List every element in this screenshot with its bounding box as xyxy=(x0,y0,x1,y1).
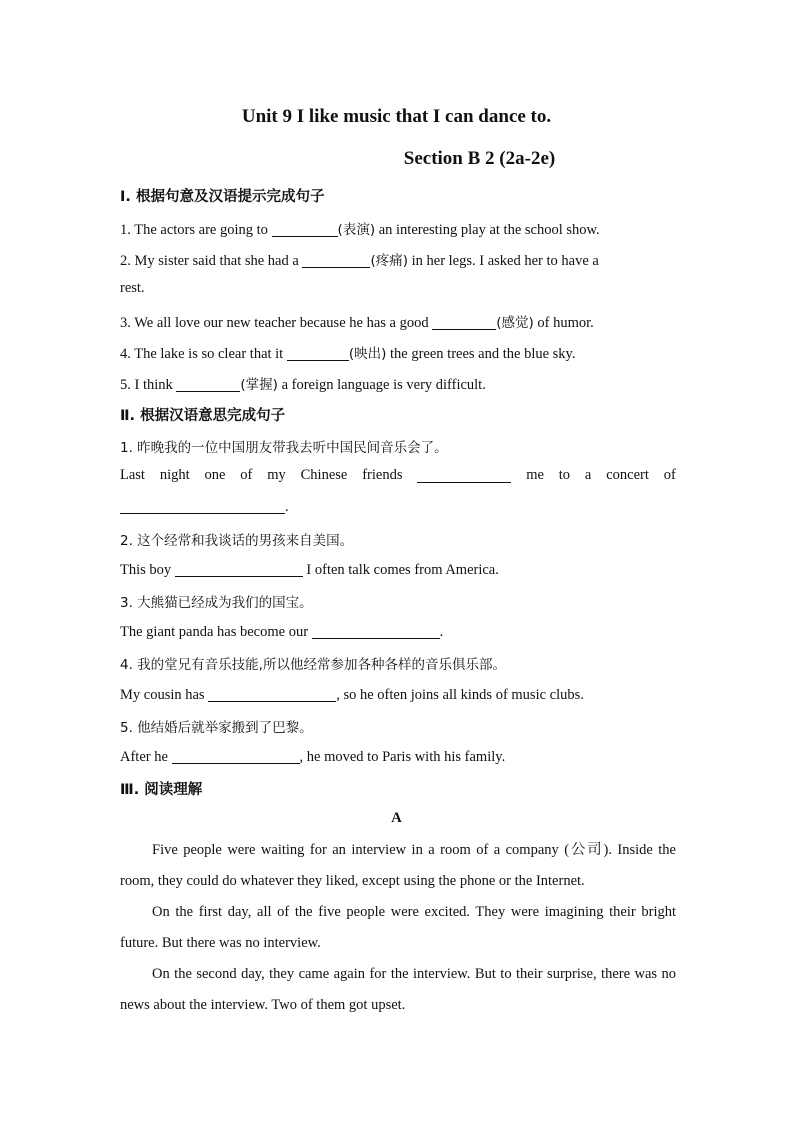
answer-blank[interactable] xyxy=(272,221,338,237)
s1-item-2-cont: rest. xyxy=(120,280,145,296)
s2-item-2-chinese: 2. 这个经常和我谈话的男孩来自美国。 xyxy=(120,533,354,549)
s1-item-1: 1. The actors are going to (表演) an interesting play at the school show. xyxy=(120,222,600,238)
page-title: Unit 9 I like music that I can dance to. xyxy=(241,106,552,127)
section-3-heading: Ⅲ. 阅读理解 xyxy=(120,782,203,798)
s2-item-5: After he , he moved to Paris with his family. xyxy=(120,749,506,765)
s2-item-1-cont: . xyxy=(120,498,289,516)
answer-blank[interactable] xyxy=(175,561,303,577)
s2-item-4-chinese: 4. 我的堂兄有音乐技能,所以他经常参加各种各样的音乐俱乐部。 xyxy=(120,657,506,673)
s2-item-3: The giant panda has become our . xyxy=(120,624,444,640)
s2-item-1-chinese: 1. 昨晚我的一位中国朋友带我去听中国民间音乐会了。 xyxy=(120,440,448,456)
answer-blank[interactable] xyxy=(312,623,440,639)
answer-blank[interactable] xyxy=(176,376,240,392)
answer-blank[interactable] xyxy=(432,314,496,330)
reading-passage xyxy=(120,835,676,1021)
s2-item-5-chinese: 5. 他结婚后就举家搬到了巴黎。 xyxy=(120,720,313,736)
s2-item-4: My cousin has , so he often joins all kinds of music clubs. xyxy=(120,687,584,703)
answer-blank[interactable] xyxy=(172,748,300,764)
passage-paragraph: Five people were waiting for an interview in a room of a company (公司). Inside the room, they could do whatever they liked, except using the phone or the Internet. xyxy=(120,842,676,889)
passage-label: A xyxy=(391,810,402,826)
answer-blank[interactable] xyxy=(287,345,349,361)
s1-item-4: 4. The lake is so clear that it (映出) the green trees and the blue sky. xyxy=(120,346,576,362)
passage-paragraph: On the first day, all of the five people were excited. They were imagining their bright future. But there was no interview. xyxy=(120,904,676,951)
page-subtitle: Section B 2 (2a-2e) xyxy=(403,148,556,169)
s2-item-2: This boy I often talk comes from America. xyxy=(120,562,499,578)
s1-item-3: 3. We all love our new teacher because he has a good (感觉) of humor. xyxy=(120,315,594,331)
answer-blank[interactable] xyxy=(417,467,511,483)
passage-paragraph: On the second day, they came again for the interview. But to their surprise, there was no news about the interview. Two of them got upset. xyxy=(120,966,676,1013)
section-2-heading: Ⅱ. 根据汉语意思完成句子 xyxy=(120,408,286,424)
section-1-heading: Ⅰ. 根据句意及汉语提示完成句子 xyxy=(120,189,325,205)
s1-item-2: 2. My sister said that she had a (疼痛) in her legs. I asked her to have a xyxy=(120,253,599,269)
s2-item-1: Last night one of my Chinese friends me to a concert of xyxy=(120,467,676,483)
s1-item-5: 5. I think (掌握) a foreign language is very difficult. xyxy=(120,377,486,393)
answer-blank[interactable] xyxy=(302,252,370,268)
s2-item-3-chinese: 3. 大熊猫已经成为我们的国宝。 xyxy=(120,595,313,611)
answer-blank[interactable] xyxy=(120,498,285,514)
answer-blank[interactable] xyxy=(208,686,336,702)
